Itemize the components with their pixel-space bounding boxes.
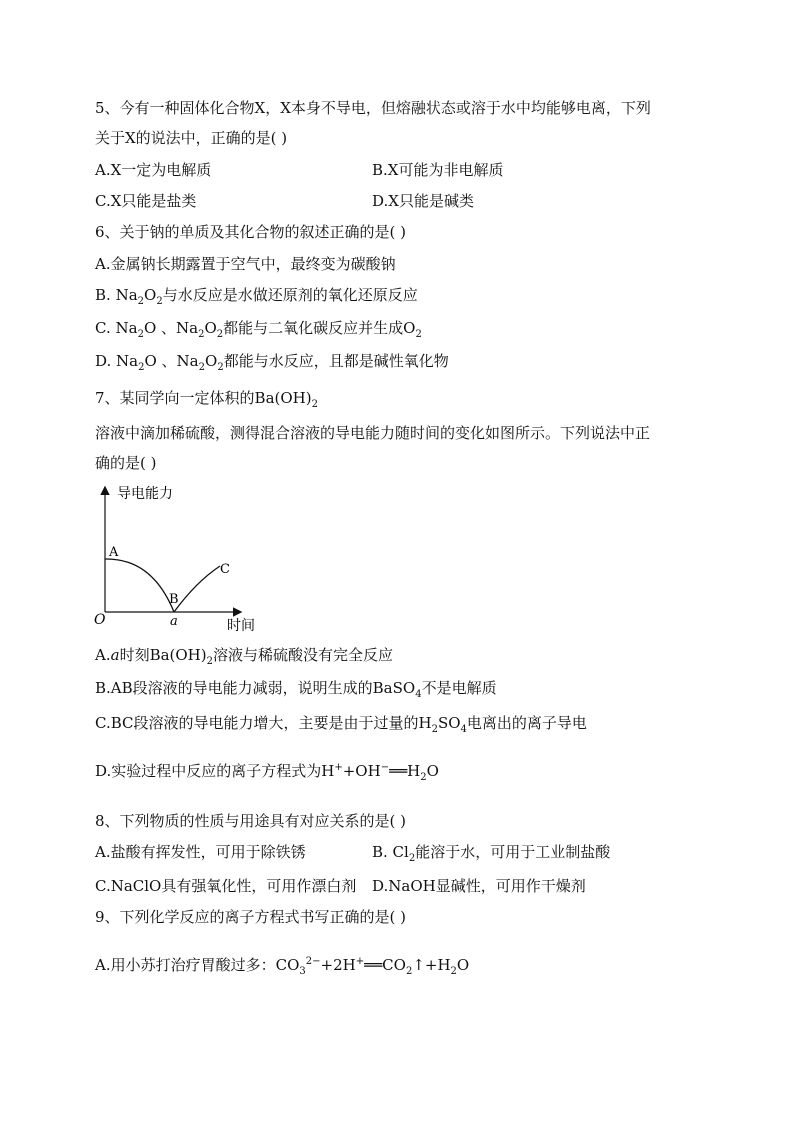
q5-option-a: A.X一定为电解质 [95,161,212,179]
q6-stem: 6、关于钠的单质及其化合物的叙述正确的是( ) [95,223,407,241]
q7-stem-line3: 确的是( ) [95,454,157,472]
q7-stem-line1: 7、某同学向一定体积的$Ba(OH)_2$ [95,389,318,410]
q5-option-b: B.X可能为非电解质 [372,161,504,179]
q8-option-a: A.盐酸有挥发性，可用于除铁锈 [95,843,306,861]
q8-option-b: B. $Cl_2$能溶于水，可用于工业制盐酸 [372,843,611,864]
q6-option-a: A.金属钠长期露置于空气中，最终变为碳酸钠 [95,255,396,273]
q6-b-prefix: B. [95,286,116,304]
x-axis-label: 时间 [227,618,255,634]
q5-option-c: C.X只能是盐类 [95,192,197,210]
q7-option-b: B.AB段溶液的导电能力减弱，说明生成的BaSO$_4$不是电解质 [95,679,497,700]
point-c-label: C [220,562,230,577]
q6-b-text: 与水反应是水做还原剂的氧化还原反应 [162,286,418,304]
conductivity-graph [92,482,262,634]
q6-b-formula: $Na_2O_2$ [115,286,163,307]
q5-stem-line1: 5、今有一种固体化合物X，X本身不导电，但熔融状态或溶于水中均能够电离，下列 [95,99,651,117]
q5-stem-line2: 关于X的说法中，正确的是( ) [95,129,288,147]
q9-option-a: A.用小苏打治疗胃酸过多：$CO_3^{2-}+2H^+══CO_2↑+H_2O$ [95,956,470,977]
point-b-label: B [169,592,179,607]
point-a-label: A [109,545,119,560]
q6-option-d: D. $Na_2O$ 、$Na_2O_2$都能与水反应，且都是碱性氧化物 [95,352,449,373]
q7-stem-line2: 溶液中滴加稀硫酸，测得混合溶液的导电能力随时间的变化如图所示。下列说法中正 [95,424,651,442]
q7-option-a: A.a时刻$Ba(OH)_2$溶液与稀硫酸没有完全反应 [95,646,394,667]
y-axis-label: 导电能力 [117,486,173,502]
q7-option-c: C.BC段溶液的导电能力增大，主要是由于过量的$H_2SO_4$电离出的离子导电 [95,714,587,735]
q8-option-d: D.NaOH显碱性，可用作干燥剂 [372,877,586,895]
q8-option-c: C.NaClO具有强氧化性，可用作漂白剂 [95,877,357,895]
tick-a-label: a [170,614,178,629]
q7-option-d: D.实验过程中反应的离子方程式为$H^++OH^-══H_2O$ [95,762,439,783]
q6-option-c: C. $Na_2O$ 、$Na_2O_2$都能与二氧化碳反应并生成$O_2$ [95,319,422,340]
curve-bc [174,566,220,612]
q6-option-b [95,285,418,305]
curve-ab [105,559,174,612]
q8-stem: 8、下列物质的性质与用途具有对应关系的是( ) [95,812,407,830]
origin-label: O [94,612,106,628]
q5-option-d: D.X只能是碱类 [372,192,474,210]
q9-stem: 9、下列化学反应的离子方程式书写正确的是( ) [95,908,407,926]
